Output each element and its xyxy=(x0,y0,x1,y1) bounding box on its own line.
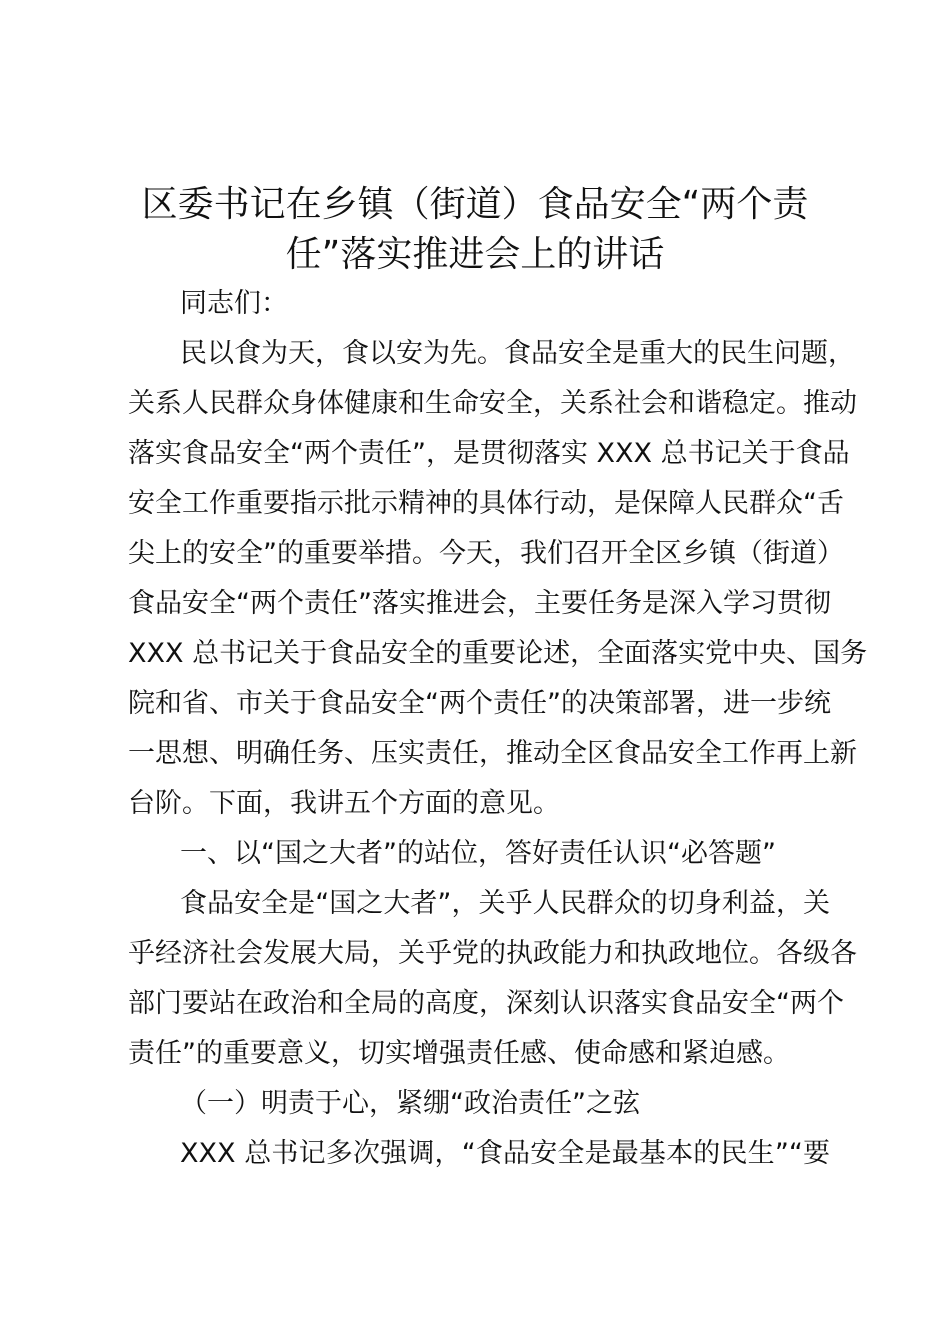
title-line-1: 区委书记在乡镇（街道）食品安全“两个责 xyxy=(141,184,809,225)
salutation: 同志们： xyxy=(180,288,288,319)
body-line: 一思想、明确任务、压实责任，推动全区食品安全工作再上新 xyxy=(128,738,857,769)
body-line: 乎经济社会发展大局，关乎党的执政能力和执政地位。各级各 xyxy=(128,938,857,969)
body-line: 食品安全是“国之大者”，关乎人民群众的切身利益，关 xyxy=(180,888,830,919)
body-line: 安全工作重要指示批示精神的具体行动，是保障人民群众“舌 xyxy=(128,488,844,519)
body-line: XXX 总书记关于食品安全的重要论述，全面落实党中央、国务 xyxy=(128,638,868,669)
body-line: 责任”的重要意义，切实增强责任感、使命感和紧迫感。 xyxy=(128,1038,790,1069)
body-line: XXX 总书记多次强调，“食品安全是最基本的民生”“要 xyxy=(180,1138,830,1169)
body-line: 院和省、市关于食品安全“两个责任”的决策部署，进一步统 xyxy=(128,688,831,719)
document-title xyxy=(120,180,830,280)
body-line: 民以食为天，食以安为先。食品安全是重大的民生问题， xyxy=(180,338,855,369)
body-line: 台阶。下面，我讲五个方面的意见。 xyxy=(128,788,560,819)
body-line: 食品安全“两个责任”落实推进会，主要任务是深入学习贯彻 xyxy=(128,588,831,619)
body-line: 部门要站在政治和全局的高度，深刻认识落实食品安全“两个 xyxy=(128,988,844,1019)
body-line: 落实食品安全“两个责任”，是贯彻落实 XXX 总书记关于食品 xyxy=(128,438,850,469)
section-heading-1: 一、以“国之大者”的站位，答好责任认识“必答题” xyxy=(180,838,776,869)
title-line-2: 任”落实推进会上的讲话 xyxy=(285,234,665,275)
body-line: 尖上的安全”的重要举措。今天，我们召开全区乡镇（街道） xyxy=(128,538,844,569)
body-line: 关系人民群众身体健康和生命安全，关系社会和谐稳定。推动 xyxy=(128,388,857,419)
subsection-heading-1: （一）明责于心，紧绷“政治责任”之弦 xyxy=(180,1088,640,1119)
